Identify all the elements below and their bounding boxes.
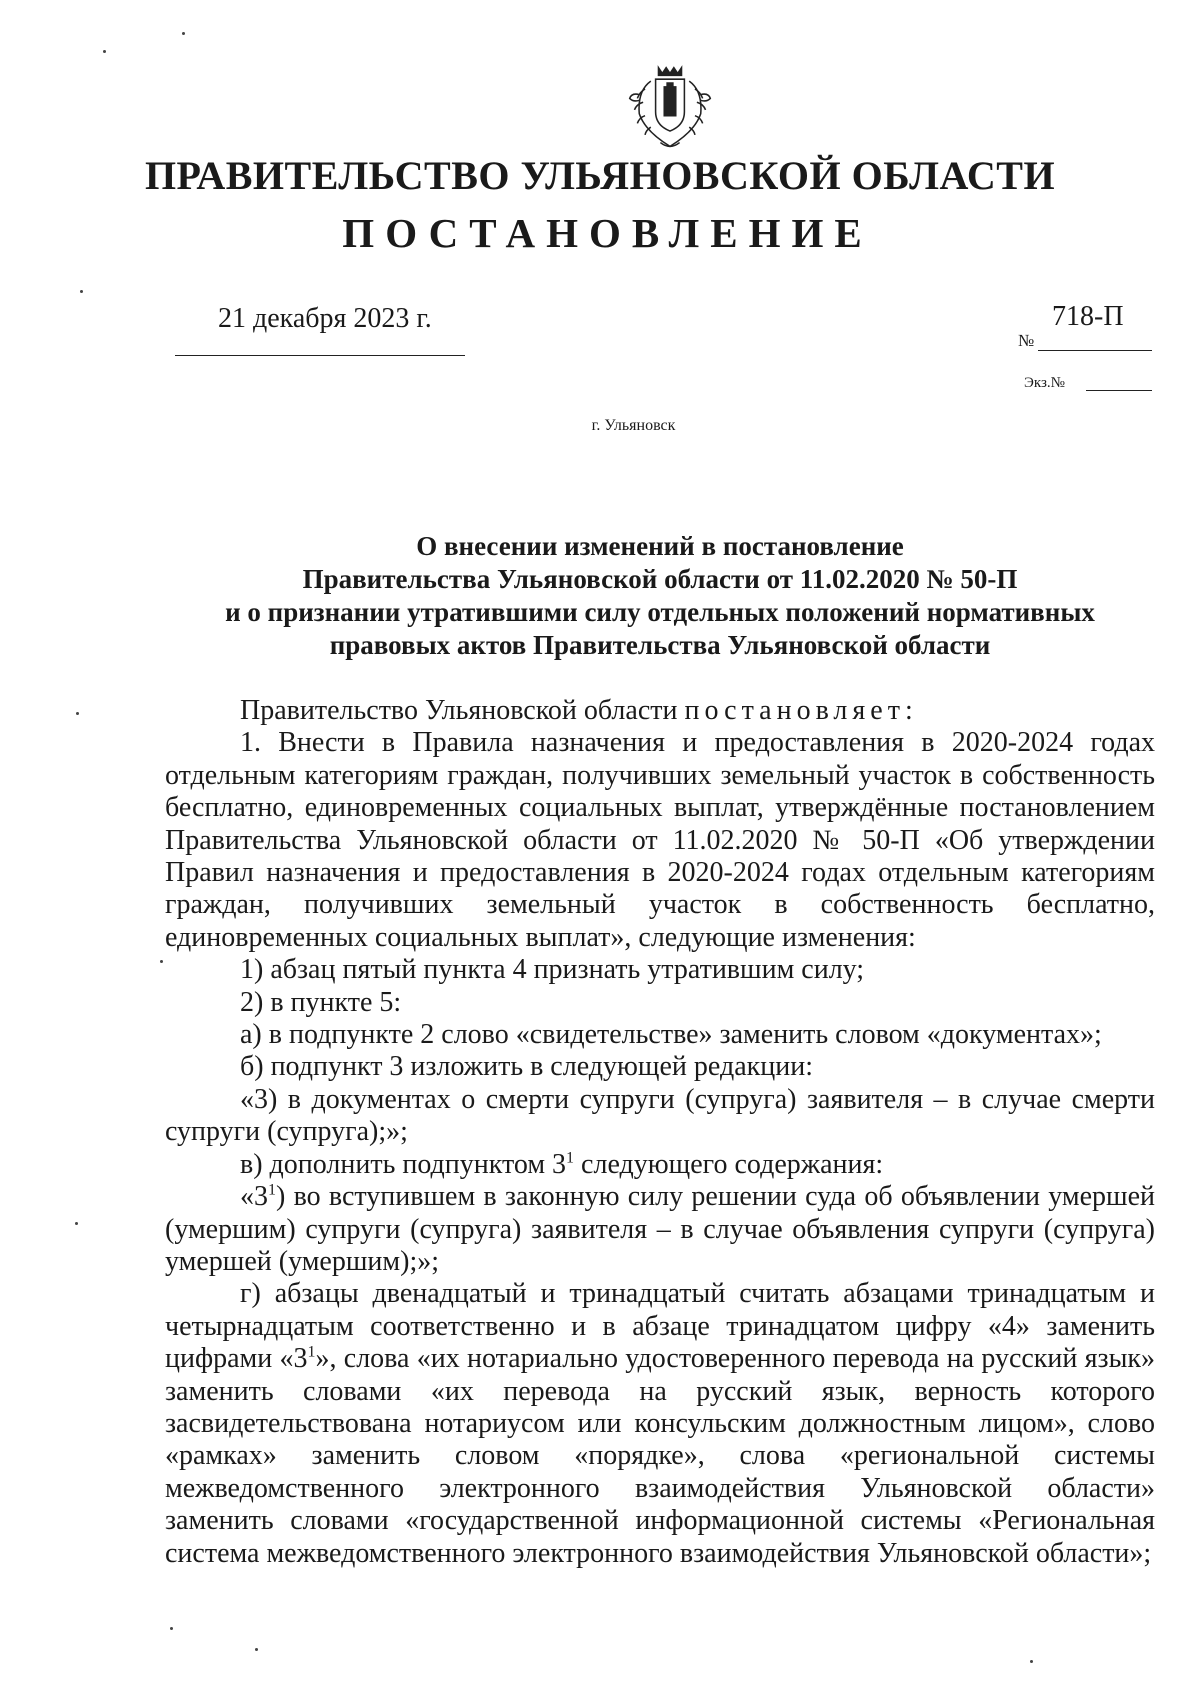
document-body: [165, 695, 1155, 1570]
scan-speck: [80, 290, 83, 293]
city: г. Ульяновск: [591, 417, 676, 434]
paragraph: 2) в пункте 5:: [240, 986, 402, 1018]
heading-line: и о признании утратившими силу отдельных положений нормативных: [225, 597, 1095, 627]
scan-speck: [255, 1648, 258, 1651]
government-title: ПРАВИТЕЛЬСТВО УЛЬЯНОВСКОЙ ОБЛАСТИ: [144, 153, 1056, 198]
document-date: 21 декабря 2023 г.: [218, 303, 432, 334]
scan-speck: [76, 712, 79, 715]
scan-speck: [170, 1627, 173, 1630]
paragraph: г) абзацы двенадцатый и тринадцатый считать абзацами тринадцатым и четырнадцатым соответственно и в абзаце тринадцатом цифру «4» заменить цифрами «$3^1$», слова «их нотариально удостоверенного перевода на русский язык» заменить словами «их перевода на русский язык, верность которого засвидетельствована нотариусом или консульским должностным лицом», слово «рамках» заменить словом «порядке», слова «региональной системы межведомственного электронного взаимодействия Ульяновской области» заменить словами «государственной информационной системы «Региональная система межведомственного электронного взаимодействия Ульяновской области»;: [165, 1278, 1156, 1569]
date-underline: [175, 355, 465, 356]
document-heading: [165, 530, 1155, 662]
paragraph: 1) абзац пятый пункта 4 признать утратившим силу;: [240, 954, 865, 986]
scan-speck: [160, 960, 163, 963]
paragraph: б) подпункт 3 изложить в следующей редакции:: [240, 1051, 813, 1083]
copy-number-underline: [1086, 390, 1152, 391]
heading-line: Правительства Ульяновской области от 11.02.2020 № 50-П: [302, 564, 1018, 594]
paragraph: 1. Внести в Правила назначения и предоставления в 2020-2024 годах отдельным категориям граждан, получивших земельный участок в собственность бесплатно, единовременных социальных выплат, утверждённые постановлением Правительства Ульяновской области от 11.02.2020 № 50-П «Об утверждении Правил назначения и предоставления в 2020-2024 годах отдельным категориям граждан, получивших земельный участок в собственность бесплатно, единовременных социальных выплат», следующие изменения:: [165, 727, 1155, 953]
number-label: №: [1018, 331, 1035, 350]
document-number: 718-П: [1052, 301, 1124, 332]
scan-speck: [1030, 1660, 1033, 1663]
paragraph: в) дополнить подпунктом $3^1$ следующего содержания:: [240, 1148, 884, 1180]
scan-speck: [103, 50, 106, 53]
heading-line: правовых актов Правительства Ульяновской области: [329, 630, 991, 660]
copy-number-label: Экз.№: [1024, 375, 1065, 391]
ulyanovsk-coat-of-arms-icon: [622, 60, 718, 156]
paragraph: «$3^1$) во вступившем в законную силу решении суда об объявлении умершей (умершим) супруги (супруга) заявителя – в случае объявления супруги (супруга) умершей (умершим);»;: [165, 1181, 1155, 1277]
paragraph-preamble: Правительство Ульяновской области постановляет:: [240, 695, 918, 726]
paragraph: «3) в документах о смерти супруги (супруга) заявителя – в случае смерти супруги (супруга);»;: [165, 1083, 1155, 1148]
scan-speck: [75, 1222, 78, 1225]
document-kind: ПОСТАНОВЛЕНИЕ: [342, 210, 873, 256]
scan-speck: [182, 32, 185, 35]
heading-line: О внесении изменений в постановление: [416, 531, 904, 561]
paragraph: а) в подпункте 2 слово «свидетельстве» заменить словом «документах»;: [240, 1019, 1102, 1051]
number-underline: [1038, 350, 1152, 351]
